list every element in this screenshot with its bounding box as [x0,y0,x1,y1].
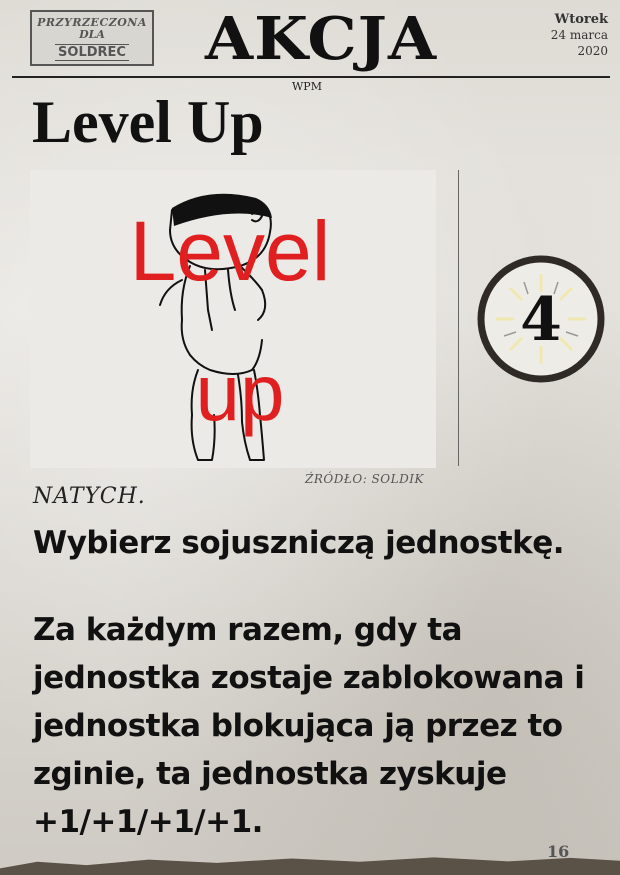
masthead-rule [12,76,610,78]
stamp-brand: SOLDREC [55,44,129,61]
mana-cost-badge [474,252,608,386]
promo-stamp [30,10,154,66]
rules-line-1: Wybierz sojuszniczą jednostkę. [33,525,565,561]
masthead-title: AKCJA [205,3,438,74]
date-date: 24 marca [550,28,608,42]
stick-figure-drawing [30,170,436,468]
card-headline: Level Up [32,89,264,155]
illustration-text-up: up [195,348,285,437]
illustration-text-level: Level [129,204,331,298]
rules-line-2: Za każdym razem, gdy ta jednostka zostaje zablokowana i jednostka blokująca ją przez to zginie, ta jednostka zyskuje +1/+1/+1/+1. [33,612,585,840]
date-day: Wtorek [554,12,608,27]
rules-text [33,518,593,846]
cost-value: 4 [520,285,562,355]
torn-edge [0,853,620,875]
cost-circle-icon [474,252,608,386]
stamp-line1: PRZYRZECZONA [37,16,147,29]
date-year: 2020 [577,44,608,58]
byline: WPM [292,80,322,93]
spell-speed: NATYCH. [33,484,146,509]
column-divider [458,170,459,466]
page-number: 16 [547,842,570,861]
stamp-line2: DLA [79,28,105,41]
image-source: ŹRÓDŁO: SOLDIK [305,472,424,486]
card-illustration [30,170,436,468]
date-box [551,12,608,59]
